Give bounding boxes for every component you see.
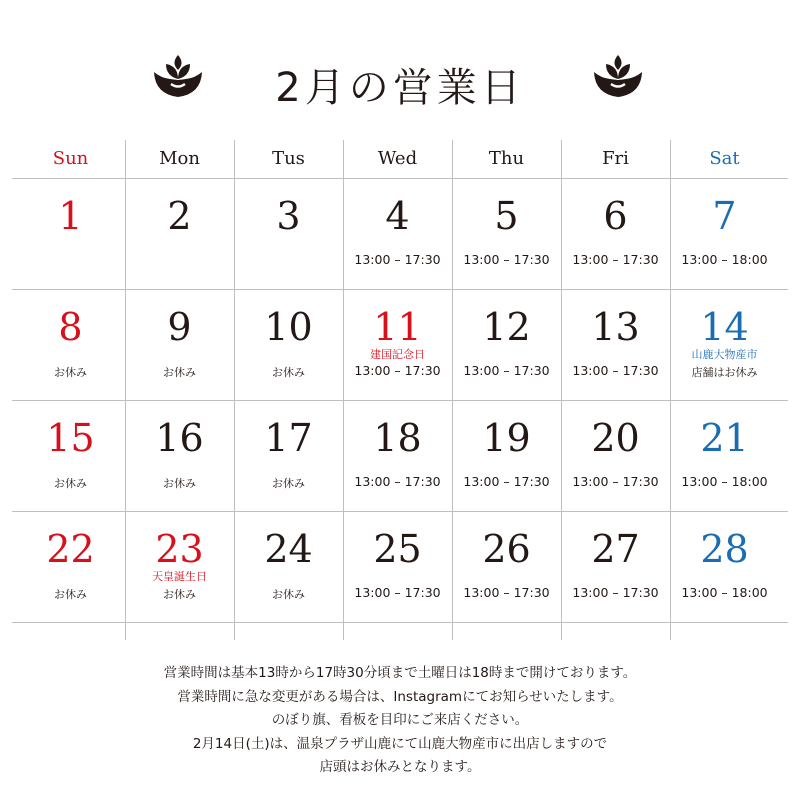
business-hours: 13:00 – 18:00	[681, 585, 768, 600]
day-number: 14	[700, 305, 749, 349]
calendar-day-cell	[670, 511, 779, 622]
closed-note: お休み	[54, 366, 87, 379]
weekday-sat: Sat	[709, 148, 740, 169]
closed-note: お休み	[54, 477, 87, 490]
holiday-label: 建国記念日	[370, 348, 425, 361]
day-number: 12	[482, 305, 531, 349]
business-hours: 13:00 – 17:30	[463, 252, 550, 267]
page-title: 2月の営業日	[275, 65, 525, 111]
calendar-day-cell	[234, 511, 343, 622]
closed-note: お休み	[272, 477, 305, 490]
business-hours: 13:00 – 17:30	[463, 585, 550, 600]
calendar-day-cell	[670, 178, 779, 289]
day-number: 22	[46, 527, 95, 571]
day-number: 7	[712, 194, 737, 238]
closed-note: 店舗はお休み	[691, 366, 758, 379]
day-number: 19	[482, 416, 531, 460]
weekday-fri: Fri	[602, 148, 629, 169]
calendar-header	[0, 52, 800, 112]
business-hours: 13:00 – 18:00	[681, 474, 768, 489]
weekday-wed: Wed	[377, 148, 418, 169]
footer-line: 2月14日(土)は、温泉プラザ山鹿にて山鹿大物産市に出店しますので	[192, 735, 608, 752]
day-number: 11	[373, 305, 422, 349]
footer-line: 店頭はお休みとなります。	[319, 759, 481, 775]
day-number: 17	[264, 416, 313, 460]
business-hours: 13:00 – 17:30	[354, 363, 441, 378]
day-number: 6	[603, 194, 628, 238]
calendar-day-cell	[343, 289, 452, 400]
day-number: 1	[58, 194, 83, 238]
weekday-tue: Tus	[272, 148, 305, 169]
day-number: 24	[264, 527, 313, 571]
day-number: 15	[46, 416, 95, 460]
business-hours: 13:00 – 17:30	[572, 474, 659, 489]
day-number: 8	[58, 305, 83, 349]
footer-line: 営業時間は基本13時から17時30分頃まで土曜日は18時まで開けております。	[163, 665, 637, 681]
business-hours: 13:00 – 18:00	[681, 252, 768, 267]
calendar-day-cell	[234, 289, 343, 400]
day-number: 10	[264, 305, 313, 349]
day-number: 5	[494, 194, 519, 238]
day-number: 28	[700, 527, 749, 571]
day-number: 2	[167, 194, 192, 238]
calendar-day-cell	[561, 289, 670, 400]
calendar-day-cell	[670, 289, 779, 400]
weekday-header-row	[0, 140, 800, 178]
day-number: 13	[591, 305, 640, 349]
calendar-day-cell	[452, 289, 561, 400]
grid-horizontal-line	[12, 622, 788, 623]
business-hours: 13:00 – 17:30	[463, 363, 550, 378]
calendar-day-cell	[234, 400, 343, 511]
footer-notice	[0, 662, 800, 780]
leaf-bowl-icon	[591, 54, 645, 100]
footer-line: のぼり旗、看板を目印にご来店ください。	[271, 712, 529, 728]
day-number: 20	[591, 416, 640, 460]
holiday-label: 山鹿大物産市	[691, 348, 758, 361]
calendar-grid	[0, 140, 800, 640]
closed-note: お休み	[54, 588, 87, 601]
calendar-day-cell	[125, 178, 234, 289]
calendar-day-cell	[343, 511, 452, 622]
calendar-day-cell	[16, 400, 125, 511]
day-number: 27	[591, 527, 640, 571]
business-hours: 13:00 – 17:30	[354, 252, 441, 267]
calendar-day-cell	[561, 178, 670, 289]
calendar-day-cell	[16, 178, 125, 289]
calendar-day-cell	[234, 178, 343, 289]
business-hours: 13:00 – 17:30	[572, 363, 659, 378]
day-number: 4	[385, 194, 410, 238]
day-number: 25	[373, 527, 422, 571]
calendar-day-cell	[125, 400, 234, 511]
calendar-day-cell	[16, 289, 125, 400]
business-hours: 13:00 – 17:30	[572, 252, 659, 267]
business-hours: 13:00 – 17:30	[354, 585, 441, 600]
calendar-day-cell	[561, 400, 670, 511]
calendar-day-cell	[125, 511, 234, 622]
calendar-day-cell	[16, 511, 125, 622]
weekday-thu: Thu	[488, 148, 525, 169]
day-number: 18	[373, 416, 422, 460]
calendar-day-cell	[561, 511, 670, 622]
day-number: 21	[700, 416, 749, 460]
calendar-day-cell	[125, 289, 234, 400]
calendar-day-cell	[343, 178, 452, 289]
closed-note: お休み	[163, 477, 196, 490]
calendar-day-cell	[670, 400, 779, 511]
day-number: 3	[276, 194, 301, 238]
weekday-mon: Mon	[159, 148, 200, 169]
closed-note: お休み	[272, 366, 305, 379]
footer-line: 営業時間に急な変更がある場合は、Instagramにてお知らせいたします。	[177, 688, 623, 705]
day-number: 26	[482, 527, 531, 571]
business-hours: 13:00 – 17:30	[354, 474, 441, 489]
business-hours: 13:00 – 17:30	[463, 474, 550, 489]
weekday-sun: Sun	[52, 148, 89, 169]
business-hours: 13:00 – 17:30	[572, 585, 659, 600]
calendar-day-cell	[452, 178, 561, 289]
calendar-day-cell	[452, 400, 561, 511]
day-number: 16	[155, 416, 204, 460]
calendar-day-cell	[452, 511, 561, 622]
closed-note: お休み	[163, 366, 196, 379]
closed-note: お休み	[272, 588, 305, 601]
calendar-day-cell	[343, 400, 452, 511]
closed-note: お休み	[163, 588, 196, 601]
day-number: 23	[155, 527, 204, 571]
day-number: 9	[167, 305, 192, 349]
holiday-label: 天皇誕生日	[152, 570, 207, 583]
